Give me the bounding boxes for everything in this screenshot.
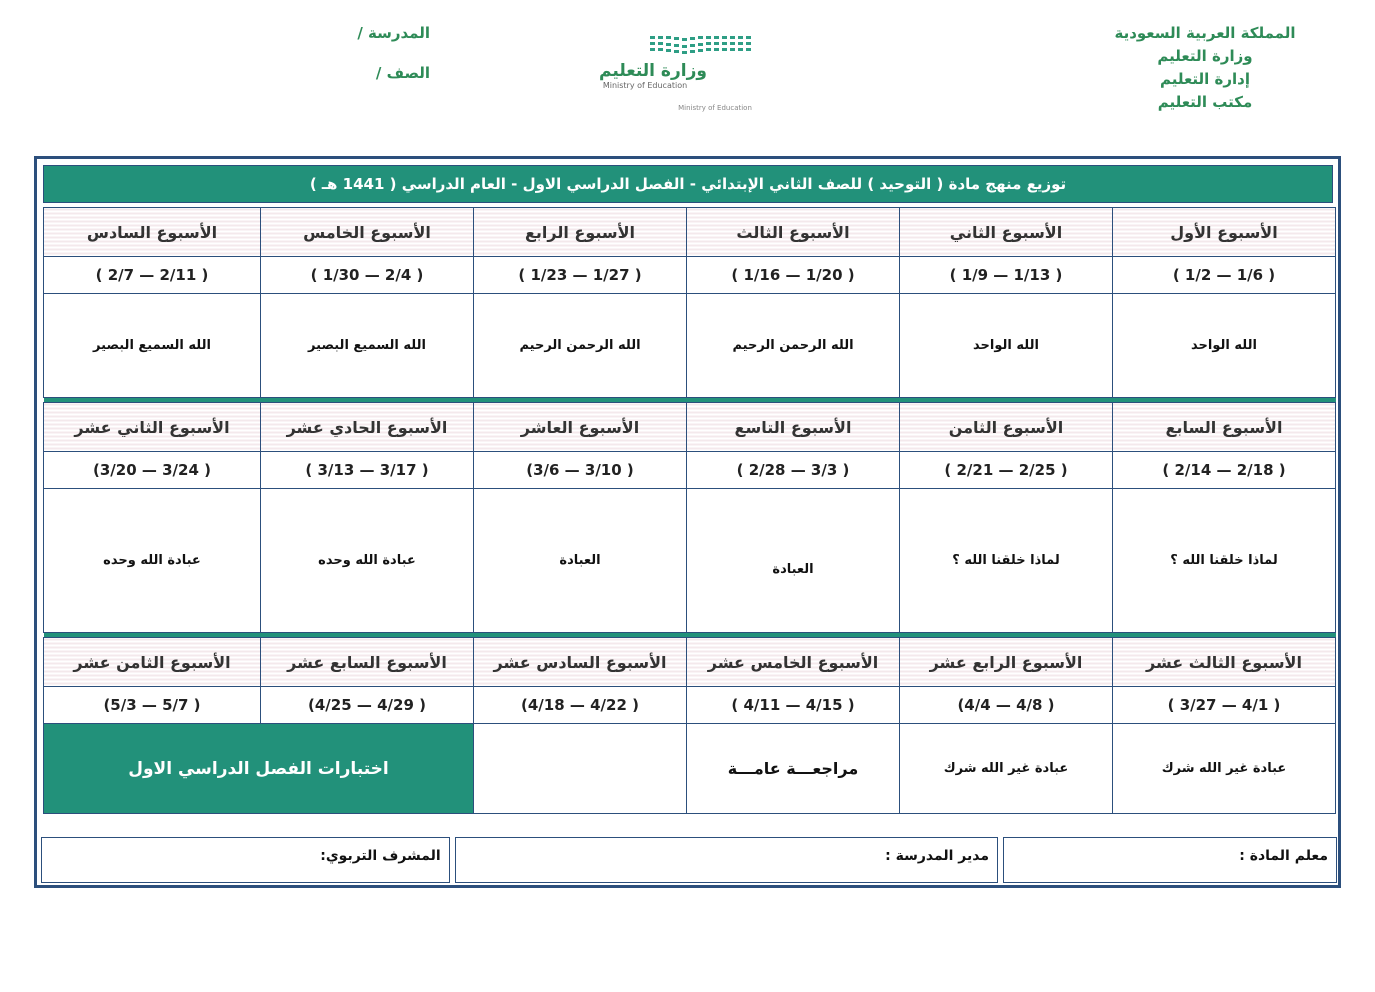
week-dates: ( 4/11 — 4/15 ) — [687, 687, 900, 724]
weeks-row-3 — [44, 638, 1336, 687]
week-label: الأسبوع الحادي عشر — [261, 403, 474, 452]
week-dates: ( 2/21 — 2/25 ) — [900, 452, 1113, 489]
week-topic: لماذا خلقنا الله ؟ — [1113, 489, 1336, 633]
week-topic: الله الرحمن الرحيم — [474, 294, 687, 398]
dates-row-1 — [44, 257, 1336, 294]
week-label: الأسبوع الرابع عشر — [900, 638, 1113, 687]
week-label: الأسبوع الثاني عشر — [44, 403, 261, 452]
logo-arabic-text: وزارة التعليم — [599, 61, 707, 81]
topics-row-2 — [44, 489, 1336, 633]
education-office-label: مكتب التعليم — [1157, 93, 1253, 111]
kingdom-label: المملكة العربية السعودية — [1114, 24, 1296, 42]
week-dates: (4/4 — 4/8 ) — [900, 687, 1113, 724]
week-topic: الله الرحمن الرحيم — [687, 294, 900, 398]
schedule-table — [43, 207, 1336, 814]
signature-row — [41, 837, 1337, 885]
week-dates: (3/6 — 3/10 ) — [474, 452, 687, 489]
week-topic — [474, 724, 687, 814]
week-dates: ( 2/28 — 3/3 ) — [687, 452, 900, 489]
week-dates: ( 3/27 — 4/1 ) — [1113, 687, 1336, 724]
schedule-title: توزيع منهج مادة ( التوحيد ) للصف الثاني الإبتدائي - الفصل الدراسي الاول - العام الدراسي ( 1441 هـ ) — [43, 165, 1333, 203]
school-header — [290, 24, 430, 104]
topics-row-3 — [44, 724, 1336, 814]
dates-row-3 — [44, 687, 1336, 724]
weeks-row-2 — [44, 403, 1336, 452]
week-label: الأسبوع الخامس عشر — [687, 638, 900, 687]
week-label: الأسبوع الأول — [1113, 208, 1336, 257]
week-dates: ( 1/30 — 2/4 ) — [261, 257, 474, 294]
week-label: الأسبوع العاشر — [474, 403, 687, 452]
exams-cell: اختبارات الفصل الدراسي الاول — [44, 724, 474, 814]
week-label: الأسبوع التاسع — [687, 403, 900, 452]
education-admin-label: إدارة التعليم — [1159, 70, 1251, 88]
week-label: الأسبوع السادس عشر — [474, 638, 687, 687]
week-topic: عبادة غير الله شرك — [900, 724, 1113, 814]
week-label: الأسبوع الثاني — [900, 208, 1113, 257]
week-dates: ( 1/23 — 1/27 ) — [474, 257, 687, 294]
week-label: الأسبوع الثامن — [900, 403, 1113, 452]
week-topic: عبادة الله وحده — [261, 489, 474, 633]
week-topic: لماذا خلقنا الله ؟ — [900, 489, 1113, 633]
week-topic: الله السميع البصير — [261, 294, 474, 398]
logo-sub-text: Ministry of Education — [678, 104, 752, 112]
week-dates: (4/25 — 4/29 ) — [261, 687, 474, 724]
supervisor-signature: المشرف التربوي: — [41, 837, 450, 883]
principal-signature: مدير المدرسة : — [455, 837, 998, 883]
ministry-header — [1100, 22, 1310, 114]
week-topic: الله السميع البصير — [44, 294, 261, 398]
grade-label: الصف / — [375, 64, 430, 82]
week-label: الأسبوع الثالث — [687, 208, 900, 257]
week-topic: مراجعـــة عامـــة — [687, 724, 900, 814]
ministry-logo — [585, 30, 775, 120]
schedule-frame — [34, 156, 1341, 888]
week-topic: العبادة — [474, 489, 687, 633]
week-topic: عبادة غير الله شرك — [1113, 724, 1336, 814]
week-topic: الله الواحد — [1113, 294, 1336, 398]
week-dates: (3/20 — 3/24 ) — [44, 452, 261, 489]
week-dates: (5/3 — 5/7 ) — [44, 687, 261, 724]
logo-english-text: Ministry of Education — [602, 81, 688, 90]
dates-row-2 — [44, 452, 1336, 489]
week-topic: عبادة الله وحده — [44, 489, 261, 633]
week-topic: الله الواحد — [900, 294, 1113, 398]
week-label: الأسبوع السادس — [44, 208, 261, 257]
week-dates: ( 1/2 — 1/6 ) — [1113, 257, 1336, 294]
week-label: الأسبوع الخامس — [261, 208, 474, 257]
week-dates: ( 2/7 — 2/11 ) — [44, 257, 261, 294]
ministry-label: وزارة التعليم — [1157, 47, 1253, 65]
weeks-row-1 — [44, 208, 1336, 257]
week-label: الأسبوع السابع عشر — [261, 638, 474, 687]
week-label: الأسبوع الثالث عشر — [1113, 638, 1336, 687]
week-label: الأسبوع الثامن عشر — [44, 638, 261, 687]
teacher-signature: معلم المادة : — [1003, 837, 1337, 883]
week-dates: ( 3/13 — 3/17 ) — [261, 452, 474, 489]
week-dates: ( 1/9 — 1/13 ) — [900, 257, 1113, 294]
school-label: المدرسة / — [357, 24, 430, 42]
week-label: الأسبوع الرابع — [474, 208, 687, 257]
week-topic: العبادة — [687, 489, 900, 633]
week-dates: (4/18 — 4/22 ) — [474, 687, 687, 724]
week-dates: ( 1/16 — 1/20 ) — [687, 257, 900, 294]
topics-row-1 — [44, 294, 1336, 398]
week-label: الأسبوع السابع — [1113, 403, 1336, 452]
week-dates: ( 2/14 — 2/18 ) — [1113, 452, 1336, 489]
